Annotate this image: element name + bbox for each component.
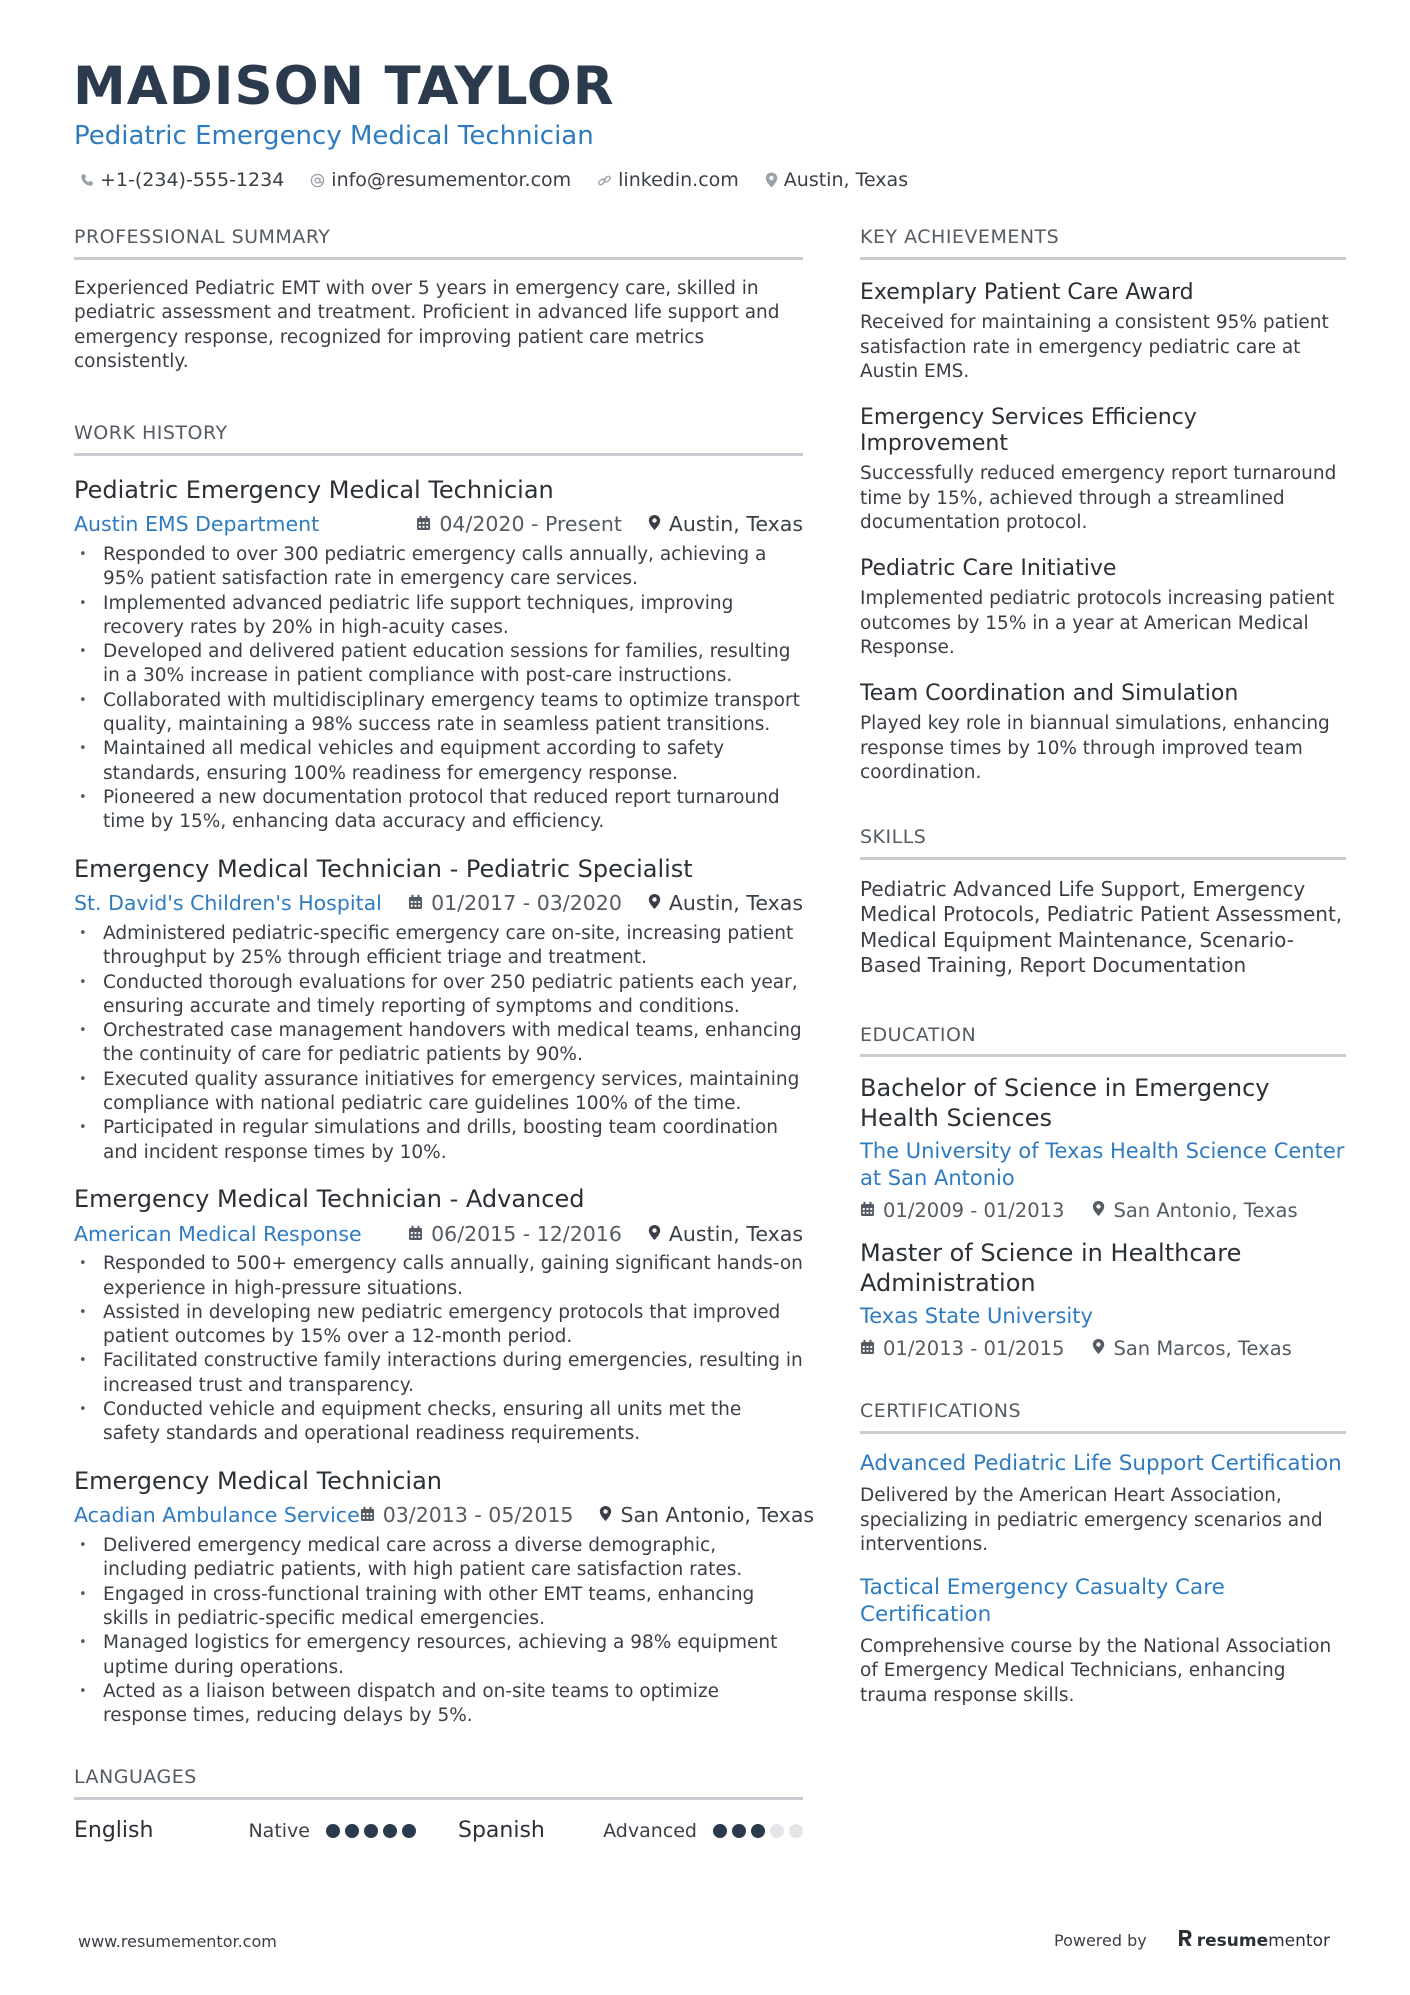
- proficiency-dot: [789, 1824, 803, 1838]
- job-title: Pediatric Emergency Medical Technician: [74, 475, 554, 504]
- section-heading: KEY ACHIEVEMENTS: [860, 226, 1346, 260]
- achievement-title: Team Coordination and Simulation: [860, 680, 1239, 706]
- contact-linkedin-text: linkedin.com: [618, 169, 739, 191]
- company-name[interactable]: American Medical Response: [74, 1221, 362, 1246]
- bullet-item: • Responded to over 300 pediatric emergency calls annually, achieving a 95% patient satisfaction rate in emergency care services.: [74, 543, 803, 592]
- achievement-desc: Received for maintaining a consistent 95% patient satisfaction rate in emergency pediatric care at Austin EMS.: [860, 312, 1329, 383]
- contact-phone-text: +1-(234)-555-1234: [100, 169, 285, 191]
- language-list: [74, 1818, 803, 1843]
- degree-name: Master of Science in Healthcare Administration: [860, 1239, 1242, 1298]
- section-heading: LANGUAGES: [74, 1766, 803, 1800]
- proficiency-dot: [326, 1824, 340, 1838]
- certification-item: [860, 1450, 1346, 1558]
- bullet-item: • Participated in regular simulations and drills, boosting team coordination and incident response times by 10%.: [74, 1116, 803, 1165]
- job-bullets: [74, 1252, 803, 1446]
- job-meta: [74, 1503, 815, 1528]
- job-location: [648, 891, 803, 916]
- language-level: Advanced: [603, 1819, 697, 1842]
- proficiency-dots: [713, 1824, 803, 1838]
- education-location-text: San Antonio, Texas: [1113, 1199, 1298, 1223]
- job-bullets: [74, 1534, 803, 1728]
- education-dates-text: 01/2013 - 01/2015: [883, 1337, 1065, 1361]
- education-location: [1092, 1199, 1297, 1222]
- section-heading: SKILLS: [860, 826, 1346, 860]
- achievement-item: [860, 556, 1346, 661]
- proficiency-dot: [364, 1824, 378, 1838]
- language-item: [74, 1818, 416, 1843]
- job-dates: [408, 1222, 622, 1247]
- proficiency-dot: [751, 1824, 765, 1838]
- section-heading: WORK HISTORY: [74, 422, 803, 456]
- job-bullets: [74, 922, 803, 1165]
- achievement-desc: Played key role in biannual simulations, enhancing response times by 10% through improved team coordination.: [860, 713, 1330, 784]
- bullet-item: • Engaged in cross-functional training with other EMT teams, enhancing skills in pediatric-specific medical emergencies.: [74, 1583, 803, 1632]
- job-location: [648, 1222, 803, 1247]
- calendar-icon: [860, 1337, 875, 1360]
- language-name: Spanish: [458, 1818, 545, 1844]
- job-entry: [74, 476, 803, 835]
- location-pin-icon: [599, 1503, 612, 1528]
- right-column: [860, 226, 1346, 1708]
- bullet-item: • Acted as a liaison between dispatch and on-site teams to optimize response times, reducing delays by 5%.: [74, 1680, 803, 1729]
- achievement-desc: Implemented pediatric protocols increasing patient outcomes by 15% in a year at American Medical Response.: [860, 588, 1335, 659]
- location-pin-icon: [648, 1222, 661, 1247]
- certification-desc: Comprehensive course by the National Association of Emergency Medical Technicians, enhancing trauma response skills.: [860, 1635, 1332, 1706]
- location-pin-icon: [1092, 1199, 1105, 1222]
- certification-list: [860, 1450, 1346, 1708]
- proficiency-dot: [732, 1824, 746, 1838]
- brand-rest: mentor: [1268, 1930, 1330, 1951]
- education-meta: [860, 1199, 1346, 1222]
- job-title: Emergency Medical Technician: [74, 1466, 442, 1495]
- job-meta: [74, 512, 803, 537]
- job-dates: [408, 891, 622, 916]
- location-pin-icon: [1092, 1337, 1105, 1360]
- company-name[interactable]: Austin EMS Department: [74, 512, 320, 537]
- job-dates-text: 04/2020 - Present: [439, 512, 622, 537]
- job-location-text: Austin, Texas: [668, 512, 803, 537]
- job-entry: [74, 1466, 815, 1729]
- proficiency-dot: [345, 1824, 359, 1838]
- bullet-item: • Facilitated constructive family interactions during emergencies, resulting in increased trust and transparency.: [74, 1349, 803, 1398]
- education-item: [860, 1073, 1346, 1222]
- location-pin-icon: [648, 512, 661, 537]
- calendar-icon: [360, 1503, 375, 1528]
- job-location-text: Austin, Texas: [668, 891, 803, 916]
- job-title: Emergency Medical Technician - Pediatric Specialist: [74, 854, 693, 883]
- phone-icon: [80, 173, 94, 187]
- summary-section: [74, 226, 803, 375]
- bullet-item: • Implemented advanced pediatric life support techniques, improving recovery rates by 20% in high-acuity cases.: [74, 592, 803, 641]
- work-history-section: [74, 421, 815, 1729]
- bullet-item: • Assisted in developing new pediatric emergency protocols that improved patient outcomes by 15% over a 12-month period.: [74, 1301, 803, 1350]
- section-heading: PROFESSIONAL SUMMARY: [74, 226, 803, 260]
- job-dates-text: 06/2015 - 12/2016: [431, 1221, 622, 1246]
- contact-linkedin[interactable]: [597, 169, 739, 191]
- summary-text: Experienced Pediatric EMT with over 5 years in emergency care, skilled in pediatric assessment and treatment. Proficient in advanced life support and emergency response, recognized for improving patient care metrics consistently.: [74, 277, 780, 373]
- proficiency-dot: [713, 1824, 727, 1838]
- proficiency-dots: [326, 1824, 416, 1838]
- powered-by-label: Powered by: [1054, 1931, 1147, 1950]
- company-name[interactable]: St. David's Children's Hospital: [74, 891, 382, 916]
- achievement-title: Exemplary Patient Care Award: [860, 279, 1194, 305]
- brand-bold: resume: [1196, 1930, 1269, 1951]
- proficiency-dot: [383, 1824, 397, 1838]
- skills-section: [860, 826, 1346, 979]
- job-entry: [74, 1185, 803, 1447]
- footer-powered: [1054, 1929, 1330, 1952]
- education-location-text: San Marcos, Texas: [1113, 1337, 1292, 1361]
- bullet-item: • Collaborated with multidisciplinary emergency teams to optimize transport quality, maintaining a 98% success rate in seamless patient transitions.: [74, 689, 803, 738]
- proficiency-dot: [402, 1824, 416, 1838]
- job-dates: [416, 512, 622, 537]
- link-icon: [597, 173, 612, 188]
- proficiency-dot: [770, 1824, 784, 1838]
- achievement-list: [860, 280, 1346, 786]
- job-location: [599, 1503, 814, 1528]
- bullet-item: • Responded to 500+ emergency calls annually, gaining significant hands-on experience in high-pressure situations.: [74, 1252, 803, 1301]
- bullet-item: • Administered pediatric-specific emergency care on-site, increasing patient throughput by 25% through efficient triage and treatment.: [74, 922, 803, 971]
- calendar-icon: [408, 1222, 423, 1247]
- education-list: [860, 1073, 1346, 1360]
- location-pin-icon: [765, 172, 778, 188]
- languages-section: [74, 1766, 803, 1843]
- calendar-icon: [408, 891, 423, 916]
- job-meta: [74, 891, 803, 916]
- job-list: [74, 475, 815, 1729]
- job-title: Emergency Medical Technician - Advanced: [74, 1184, 585, 1213]
- job-meta: [74, 1222, 803, 1247]
- certification-desc: Delivered by the American Heart Association, specializing in pediatric emergency scenarios and interventions.: [860, 1485, 1323, 1556]
- calendar-icon: [860, 1199, 875, 1222]
- footer-website[interactable]: www.resumementor.com: [78, 1932, 277, 1951]
- achievement-title: Emergency Services Efficiency Improvement: [860, 404, 1197, 457]
- education-item: [860, 1238, 1346, 1360]
- calendar-icon: [416, 512, 431, 537]
- job-entry: [74, 855, 803, 1165]
- section-heading: EDUCATION: [860, 1024, 1346, 1058]
- job-dates-text: 03/2013 - 05/2015: [382, 1503, 574, 1528]
- location-pin-icon: [648, 891, 661, 916]
- degree-name: Bachelor of Science in Emergency Health Sciences: [860, 1074, 1270, 1133]
- bullet-item: • Developed and delivered patient education sessions for families, resulting in a 30% increase in patient compliance with post-care instructions.: [74, 640, 803, 689]
- at-icon: [310, 173, 325, 188]
- achievement-desc: Successfully reduced emergency report turnaround time by 15%, achieved through a streamlined documentation protocol.: [860, 463, 1337, 534]
- education-meta: [860, 1337, 1346, 1360]
- brand-logo[interactable]: [1177, 1929, 1330, 1952]
- bullet-item: • Conducted thorough evaluations for over 250 pediatric patients each year, ensuring accurate and timely reporting of symptoms and conditions.: [74, 971, 803, 1020]
- contact-location: [765, 169, 908, 191]
- skills-text: Pediatric Advanced Life Support, Emergency Medical Protocols, Pediatric Patient Assessment, Medical Equipment Maintenance, Scenario-Based Training, Report Documentation: [860, 876, 1343, 978]
- job-location-text: San Antonio, Texas: [620, 1503, 815, 1528]
- achievement-item: [860, 280, 1346, 385]
- candidate-name: MADISON TAYLOR: [73, 56, 615, 117]
- contact-email[interactable]: [310, 169, 571, 191]
- bullet-item: • Maintained all medical vehicles and equipment according to safety standards, ensuring 100% readiness for emergency response.: [74, 737, 803, 786]
- company-name[interactable]: Acadian Ambulance Service: [74, 1503, 360, 1528]
- language-level: Native: [248, 1819, 310, 1842]
- contact-location-text: Austin, Texas: [783, 169, 909, 191]
- contact-phone[interactable]: [80, 169, 284, 191]
- education-dates-text: 01/2009 - 01/2013: [883, 1199, 1065, 1223]
- contact-email-text: info@resumementor.com: [331, 169, 572, 191]
- job-dates-text: 01/2017 - 03/2020: [431, 891, 622, 916]
- school-name[interactable]: Texas State University: [860, 1304, 1093, 1329]
- certification-title[interactable]: Advanced Pediatric Life Support Certification: [860, 1451, 1342, 1477]
- achievement-item: [860, 681, 1346, 786]
- job-dates: [360, 1503, 574, 1528]
- job-location: [648, 512, 803, 537]
- candidate-title: Pediatric Emergency Medical Technician: [74, 121, 594, 151]
- bullet-item: • Conducted vehicle and equipment checks, ensuring all units met the safety standards and operational readiness requirements.: [74, 1398, 803, 1447]
- job-location-text: Austin, Texas: [668, 1221, 803, 1246]
- education-section: [860, 1024, 1346, 1361]
- bullet-item: • Delivered emergency medical care across a diverse demographic, including pediatric patients, with high patient care satisfaction rates.: [74, 1534, 803, 1583]
- certifications-section: [860, 1400, 1346, 1708]
- section-heading: CERTIFICATIONS: [860, 1400, 1346, 1434]
- certification-item: [860, 1574, 1346, 1709]
- bullet-item: • Managed logistics for emergency resources, achieving a 98% equipment uptime during operations.: [74, 1631, 803, 1680]
- job-bullets: [74, 543, 803, 835]
- achievements-section: [860, 226, 1346, 786]
- achievement-title: Pediatric Care Initiative: [860, 555, 1117, 581]
- certification-title[interactable]: Tactical Emergency Casualty Care Certification: [860, 1574, 1225, 1627]
- resumementor-logo-icon: [1177, 1929, 1193, 1952]
- contact-bar: [80, 169, 908, 191]
- bullet-item: • Orchestrated case management handovers with medical teams, enhancing the continuity of care for pediatric patients by 90%.: [74, 1019, 803, 1068]
- language-item: [458, 1818, 803, 1843]
- language-name: English: [74, 1818, 154, 1844]
- left-column: [74, 226, 815, 1844]
- bullet-item: • Executed quality assurance initiatives for emergency services, maintaining compliance with national pediatric care guidelines 100% of the time.: [74, 1068, 803, 1117]
- school-name[interactable]: The University of Texas Health Science Center at San Antonio: [860, 1139, 1345, 1191]
- bullet-item: • Pioneered a new documentation protocol that reduced report turnaround time by 15%, enhancing data accuracy and efficiency.: [74, 786, 803, 835]
- education-dates: [860, 1337, 1064, 1360]
- achievement-item: [860, 405, 1346, 536]
- education-dates: [860, 1199, 1064, 1222]
- education-location: [1092, 1337, 1291, 1360]
